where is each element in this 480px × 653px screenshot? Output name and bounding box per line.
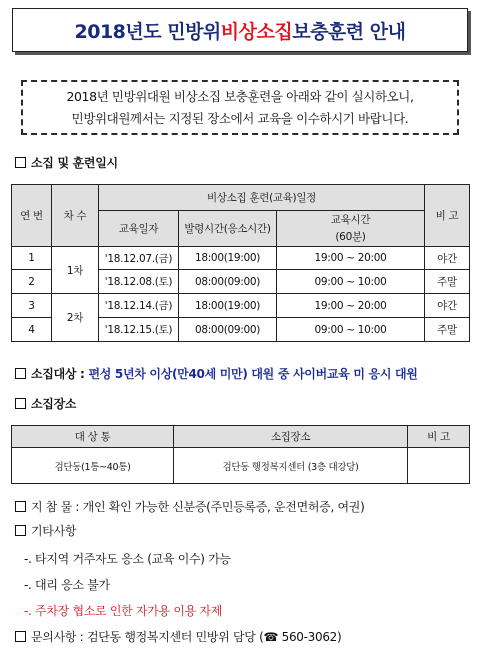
notice-line-1: 2018년 민방위대원 비상소집 보충훈련을 아래와 같이 실시하오니, xyxy=(66,88,414,104)
header-round: 차 수 xyxy=(52,185,99,247)
table-row: 검단동(1통~40통) 검단동 행정복지센터 (3층 대강당) xyxy=(12,448,470,484)
header-no: 연 번 xyxy=(12,185,52,247)
section-schedule-heading: 소집 및 훈련일시 xyxy=(15,154,118,171)
etc-item-1: -. 타지역 거주자도 응소 (교육 이수) 가능 xyxy=(24,552,231,566)
section-target-heading: 소집대상 : 편성 5년차 이상(만40세 미만) 대원 중 사이버교육 미 응시 대원 xyxy=(15,365,418,382)
section-place-heading: 소집장소 xyxy=(15,395,76,412)
etc-heading: 기타사항 xyxy=(15,522,76,539)
header-schedule-group: 비상소집 훈련(교육)일정 xyxy=(99,185,425,211)
table-row: 2 '18.12.08.(토) 08:00(09:00) 09:00 ~ 10:00 주말 xyxy=(12,270,470,294)
document-title xyxy=(12,8,468,52)
table-row: 1 1차 '18.12.07.(금) 18:00(19:00) 19:00 ~ 20:00 야간 xyxy=(12,247,470,270)
title-part-1: 2018년도 민방위 xyxy=(74,20,221,43)
header-place: 소집장소 xyxy=(174,426,408,448)
notice-line-2: 민방위대원께서는 지정된 장소에서 교육을 이수하시기 바랍니다. xyxy=(71,110,409,126)
checkbox-square-icon xyxy=(15,525,26,536)
contact-line: 문의사항 : 검단동 행정복지센터 민방위 담당 (☎ 560-3062) xyxy=(15,628,341,645)
etc-item-2: -. 대리 응소 불가 xyxy=(24,578,110,592)
table-row: 4 '18.12.15.(토) 08:00(09:00) 09:00 ~ 10:00 주말 xyxy=(12,318,470,342)
notice-box xyxy=(21,80,459,135)
checkbox-square-icon xyxy=(15,501,26,512)
checkbox-square-icon xyxy=(15,368,26,379)
bring-items-line: 지 참 물 : 개인 확인 가능한 신분증(주민등록증, 운전면허증, 여권) xyxy=(15,498,364,515)
title-part-3: 보충훈련 안내 xyxy=(292,20,406,43)
checkbox-square-icon xyxy=(15,398,26,409)
header-order-time: 발령시간(응소시간) xyxy=(179,211,277,247)
etc-item-3: -. 주차장 협소로 인한 자가용 이용 자제 xyxy=(24,604,223,618)
schedule-table xyxy=(11,184,470,342)
header-target: 대 상 통 xyxy=(12,426,174,448)
header-edu-time: 교육시간 (60분) xyxy=(277,211,425,247)
header-note: 비 고 xyxy=(425,185,470,247)
checkbox-square-icon xyxy=(15,157,26,168)
checkbox-square-icon xyxy=(15,631,26,642)
target-value: 편성 5년차 이상(만40세 미만) 대원 중 사이버교육 미 응시 대원 xyxy=(88,367,418,381)
table-row: 3 2차 '18.12.14.(금) 18:00(19:00) 19:00 ~ 20:00 야간 xyxy=(12,294,470,318)
header-date: 교육일자 xyxy=(99,211,179,247)
place-table xyxy=(11,425,470,484)
title-part-2: 비상소집 xyxy=(220,20,293,43)
header-note: 비 고 xyxy=(408,426,470,448)
